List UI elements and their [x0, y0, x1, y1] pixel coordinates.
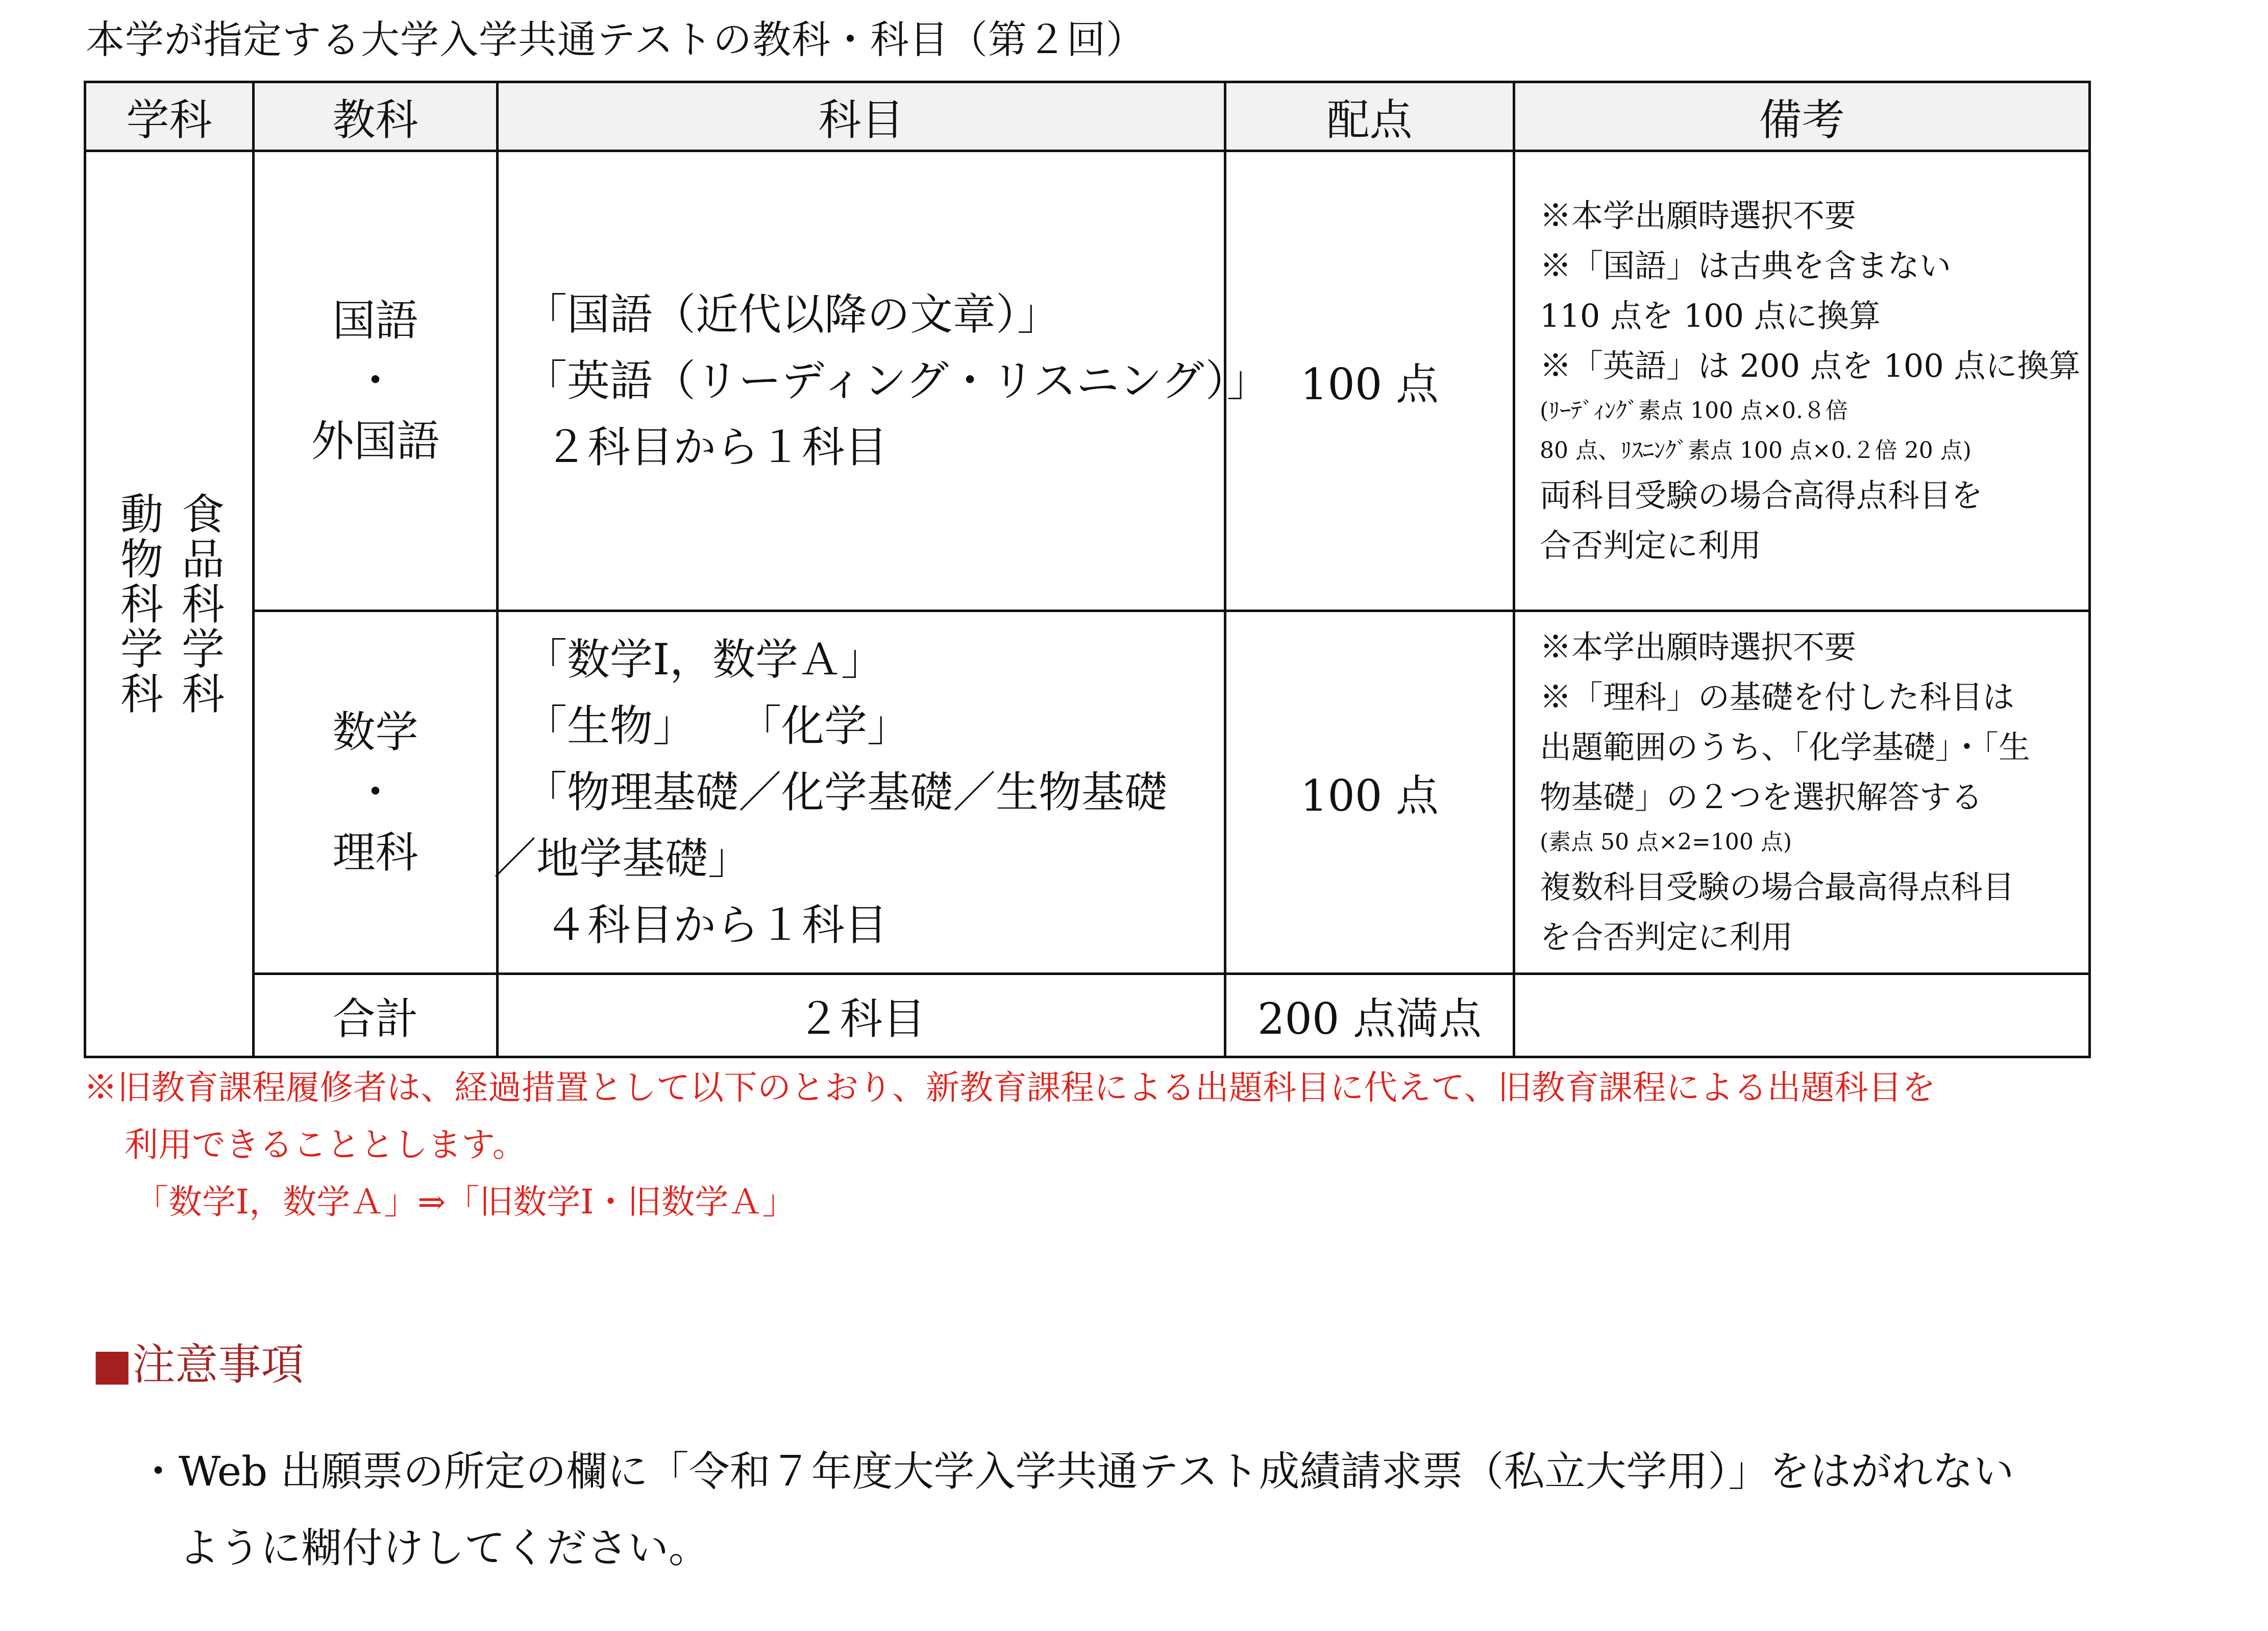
remarks-cell-japanese-foreign — [1514, 151, 2090, 611]
points-cell-math-science: 100 点 — [1225, 611, 1514, 974]
course-line: 「生物」 「化学」 — [524, 701, 910, 751]
points-cell-japanese-foreign: 100 点 — [1225, 151, 1514, 611]
transition-note-mapping: 「数学Ⅰ，数学Ａ」⇒「旧数学Ⅰ・旧数学Ａ」 — [135, 1182, 796, 1222]
table-row-japanese-foreign — [85, 151, 2090, 611]
course-line: 「物理基礎／化学基礎／生物基礎 — [524, 767, 1168, 817]
remark-line: 物基礎」の２つを選択解答する — [1540, 778, 1983, 816]
remark-line: ※「英語」は 200 点を 100 点に換算 — [1540, 347, 2081, 384]
remark-line: 110 点を 100 点に換算 — [1540, 297, 1881, 334]
remark-line: ※「理科」の基礎を付した科目は — [1540, 678, 2015, 716]
courses-cell-math-science — [494, 611, 1225, 974]
total-label-cell: 合計 — [254, 974, 498, 1057]
notice-line: ・Web 出願票の所定の欄に「令和７年度大学入学共通テスト成績請求票（私立大学用）」をはがれない — [138, 1448, 2014, 1495]
subject-line: 数学 — [332, 707, 418, 757]
courses-cell-japanese-foreign — [498, 151, 1270, 611]
remarks-cell-math-science — [1514, 611, 2090, 974]
header-courses: 科目 — [498, 82, 1225, 151]
remark-line-small: 80 点、ﾘｽﾆﾝｸﾞ素点 100 点×0.２倍 20 点) — [1540, 437, 1971, 464]
department-animal-science: 動物科学科 — [113, 492, 164, 716]
transition-note — [84, 1059, 1936, 1231]
subject-line: 理科 — [332, 827, 418, 878]
remark-line: ※本学出願時選択不要 — [1540, 628, 1857, 666]
remark-line: 両科目受験の場合高得点科目を — [1540, 477, 1983, 514]
remark-line: を合否判定に利用 — [1540, 918, 1793, 956]
subject-line: 国語 — [332, 296, 418, 346]
header-subject: 教科 — [254, 82, 498, 151]
header-remarks: 備考 — [1514, 82, 2090, 151]
remark-line: ※本学出願時選択不要 — [1540, 197, 1857, 234]
subject-line: ・ — [354, 356, 397, 406]
remark-line: ※「国語」は古典を含まない — [1540, 247, 1952, 284]
remark-line: 複数科目受験の場合最高得点科目 — [1540, 868, 2015, 906]
course-line: 「国語（近代以降の文章）」 — [524, 289, 1061, 339]
transition-note-line: 利用できることとします。 — [125, 1125, 526, 1164]
table-row-total — [85, 974, 2090, 1057]
course-line: ／地学基礎」 — [494, 834, 751, 884]
department-cell — [85, 151, 254, 1057]
header-points: 配点 — [1225, 82, 1514, 151]
header-department: 学科 — [85, 82, 254, 151]
notice-body — [138, 1433, 2014, 1587]
subject-line: 外国語 — [311, 416, 440, 466]
notice-heading: ■注意事項 — [92, 1340, 304, 1390]
remark-line-small: (素点 50 点×2=100 点) — [1540, 829, 1792, 855]
total-points-cell: 200 点満点 — [1225, 974, 1514, 1057]
course-line: 「数学Ⅰ，数学Ａ」 — [524, 635, 884, 685]
page-title: 本学が指定する大学入学共通テストの教科・科目（第２回） — [86, 17, 1145, 62]
notice-line: ように糊付けしてください。 — [179, 1524, 709, 1572]
subject-line: ・ — [354, 767, 397, 817]
total-remarks-cell — [1514, 974, 2090, 1057]
course-choice-rule: ４科目から１科目 — [545, 900, 888, 950]
remark-line: 出題範囲のうち、「化学基礎」・「生 — [1540, 728, 2031, 766]
remark-line-small: (ﾘｰﾃﾞｨﾝｸﾞ素点 100 点×0.８倍 — [1540, 398, 1848, 424]
subject-cell-japanese-foreign — [254, 151, 498, 611]
table-row-math-science — [85, 611, 2090, 974]
remark-line: 合否判定に利用 — [1540, 527, 1762, 564]
total-courses-cell: ２科目 — [498, 974, 1225, 1057]
course-line: 「英語（リーディング・リスニング）」 — [524, 356, 1270, 406]
subject-cell-math-science — [254, 611, 498, 974]
transition-note-line: ※旧教育課程履修者は、経過措置として以下のとおり、新教育課程による出題科目に代えて、旧教育課程による出題科目を — [84, 1068, 1936, 1107]
table-header-row — [85, 82, 2090, 151]
department-food-science: 食品科学科 — [175, 492, 225, 716]
course-choice-rule: ２科目から１科目 — [545, 422, 888, 472]
exam-subjects-table — [84, 81, 2091, 1058]
